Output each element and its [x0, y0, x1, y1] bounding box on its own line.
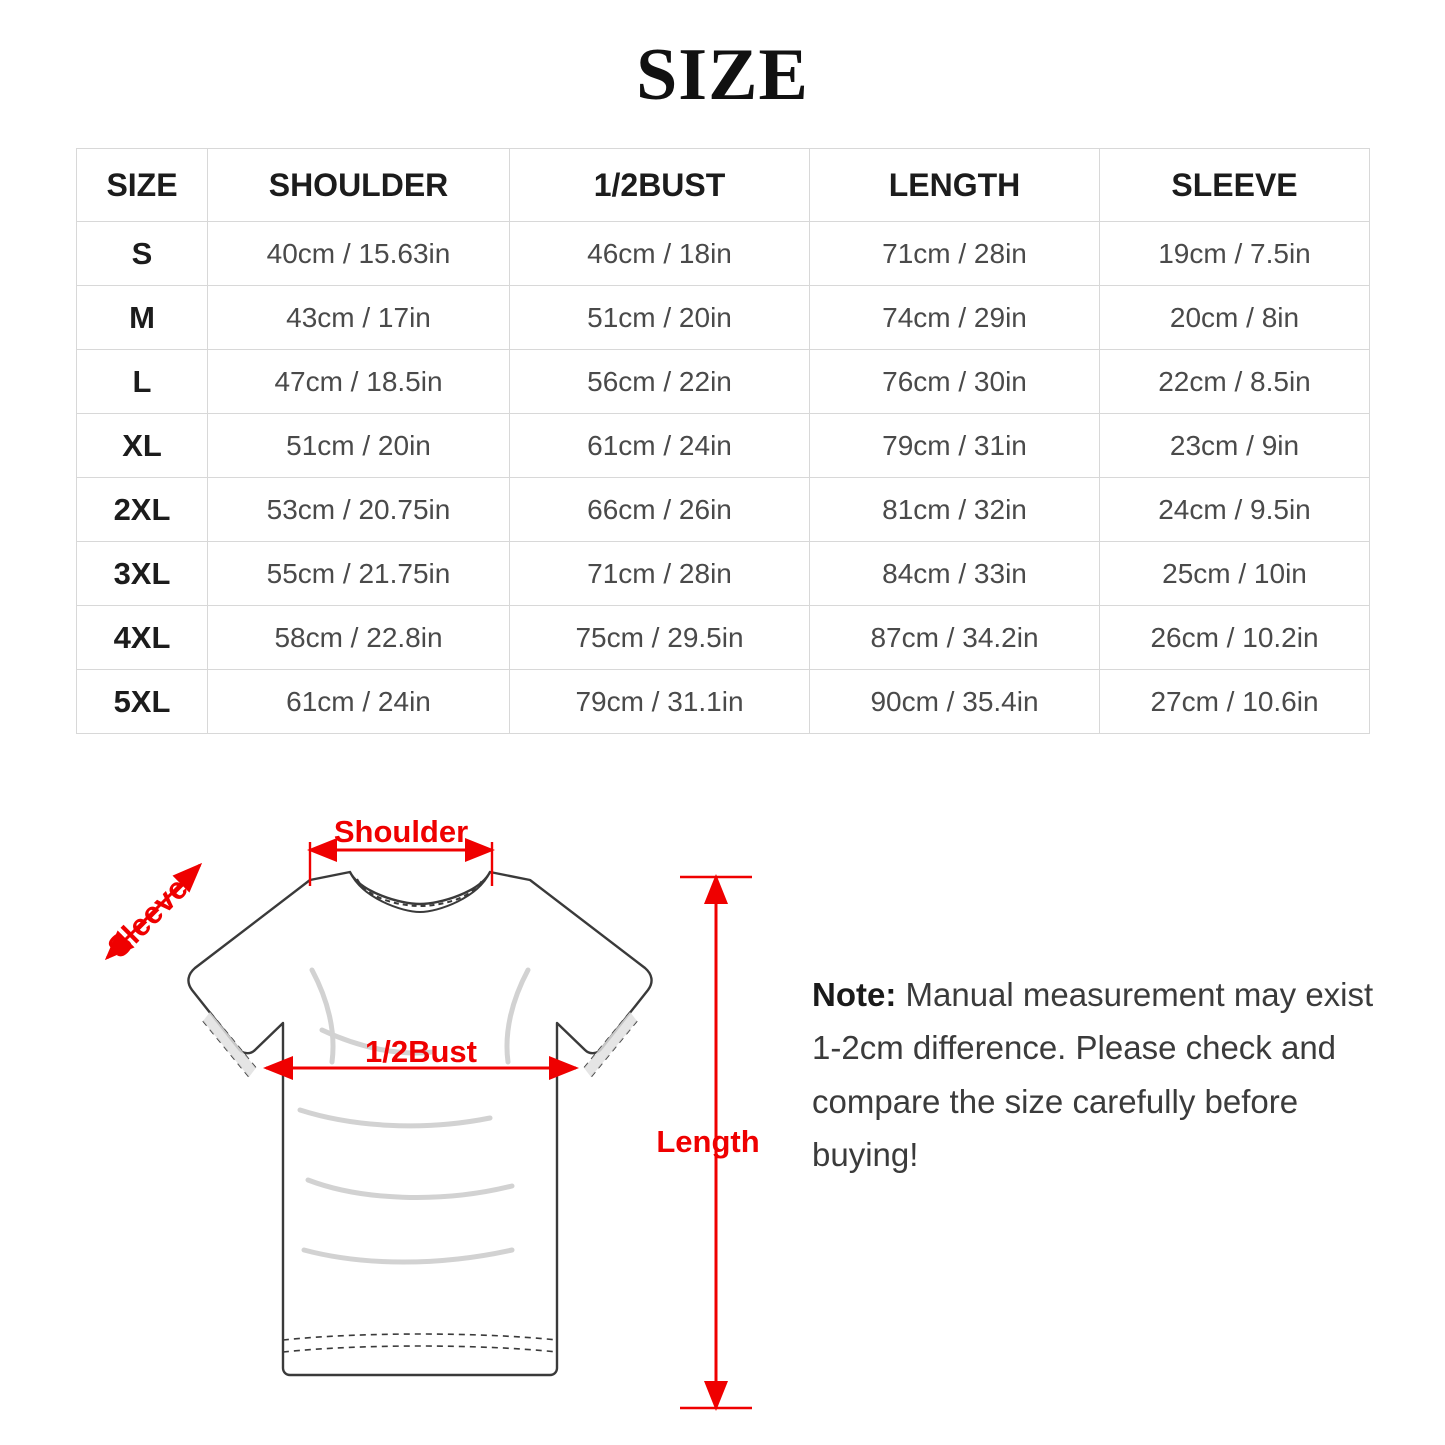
cell-size: L — [77, 350, 208, 414]
cell-bust: 46cm / 18in — [510, 222, 810, 286]
cell-size: 3XL — [77, 542, 208, 606]
shoulder-label: Shoulder — [333, 814, 469, 849]
cell-size: 4XL — [77, 606, 208, 670]
table-row — [77, 606, 1370, 670]
cell-bust: 61cm / 24in — [510, 414, 810, 478]
cell-sleeve: 27cm / 10.6in — [1100, 670, 1370, 734]
cell-size: XL — [77, 414, 208, 478]
cell-bust: 79cm / 31.1in — [510, 670, 810, 734]
cell-length: 87cm / 34.2in — [810, 606, 1100, 670]
table-header — [77, 149, 1370, 222]
lower-section — [0, 770, 1445, 1445]
cell-shoulder: 61cm / 24in — [208, 670, 510, 734]
cell-sleeve: 24cm / 9.5in — [1100, 478, 1370, 542]
table-row — [77, 670, 1370, 734]
note-label: Note: — [812, 976, 897, 1013]
table-body — [77, 222, 1370, 734]
cell-sleeve: 23cm / 9in — [1100, 414, 1370, 478]
cell-shoulder: 55cm / 21.75in — [208, 542, 510, 606]
cell-length: 84cm / 33in — [810, 542, 1100, 606]
cell-sleeve: 19cm / 7.5in — [1100, 222, 1370, 286]
size-table-container — [76, 148, 1369, 734]
cell-shoulder: 43cm / 17in — [208, 286, 510, 350]
cell-sleeve: 22cm / 8.5in — [1100, 350, 1370, 414]
cell-length: 79cm / 31in — [810, 414, 1100, 478]
size-table — [76, 148, 1370, 734]
cell-sleeve: 26cm / 10.2in — [1100, 606, 1370, 670]
cell-sleeve: 20cm / 8in — [1100, 286, 1370, 350]
table-row — [77, 350, 1370, 414]
cell-shoulder: 51cm / 20in — [208, 414, 510, 478]
cell-shoulder: 47cm / 18.5in — [208, 350, 510, 414]
cell-bust: 51cm / 20in — [510, 286, 810, 350]
table-header-row — [77, 149, 1370, 222]
cell-size: M — [77, 286, 208, 350]
table-row — [77, 542, 1370, 606]
table-row — [77, 286, 1370, 350]
column-header-sleeve: SLEEVE — [1100, 149, 1370, 222]
table-row — [77, 414, 1370, 478]
table-row — [77, 478, 1370, 542]
cell-bust: 75cm / 29.5in — [510, 606, 810, 670]
page-title: SIZE — [636, 34, 809, 116]
cell-bust: 56cm / 22in — [510, 350, 810, 414]
sleeve-label: Sleeve — [100, 870, 195, 965]
cell-shoulder: 40cm / 15.63in — [208, 222, 510, 286]
cell-size: 5XL — [77, 670, 208, 734]
cell-length: 76cm / 30in — [810, 350, 1100, 414]
column-header-bust: 1/2BUST — [510, 149, 810, 222]
column-header-shoulder: SHOULDER — [208, 149, 510, 222]
table-row — [77, 222, 1370, 286]
cell-length: 90cm / 35.4in — [810, 670, 1100, 734]
cell-size: S — [77, 222, 208, 286]
cell-size: 2XL — [77, 478, 208, 542]
column-header-length: LENGTH — [810, 149, 1100, 222]
cell-bust: 66cm / 26in — [510, 478, 810, 542]
cell-sleeve: 25cm / 10in — [1100, 542, 1370, 606]
column-header-size: SIZE — [77, 149, 208, 222]
cell-length: 74cm / 29in — [810, 286, 1100, 350]
note-text — [812, 968, 1382, 1182]
cell-shoulder: 58cm / 22.8in — [208, 606, 510, 670]
cell-shoulder: 53cm / 20.75in — [208, 478, 510, 542]
bust-label: 1/2Bust — [365, 1034, 477, 1069]
cell-length: 81cm / 32in — [810, 478, 1100, 542]
length-label: Length — [656, 1124, 760, 1159]
note-body: Manual measurement may exist 1-2cm difference. Please check and compare the size carefully before buying! — [812, 976, 1374, 1174]
cell-length: 71cm / 28in — [810, 222, 1100, 286]
tshirt-measurement-diagram — [60, 780, 780, 1430]
cell-bust: 71cm / 28in — [510, 542, 810, 606]
